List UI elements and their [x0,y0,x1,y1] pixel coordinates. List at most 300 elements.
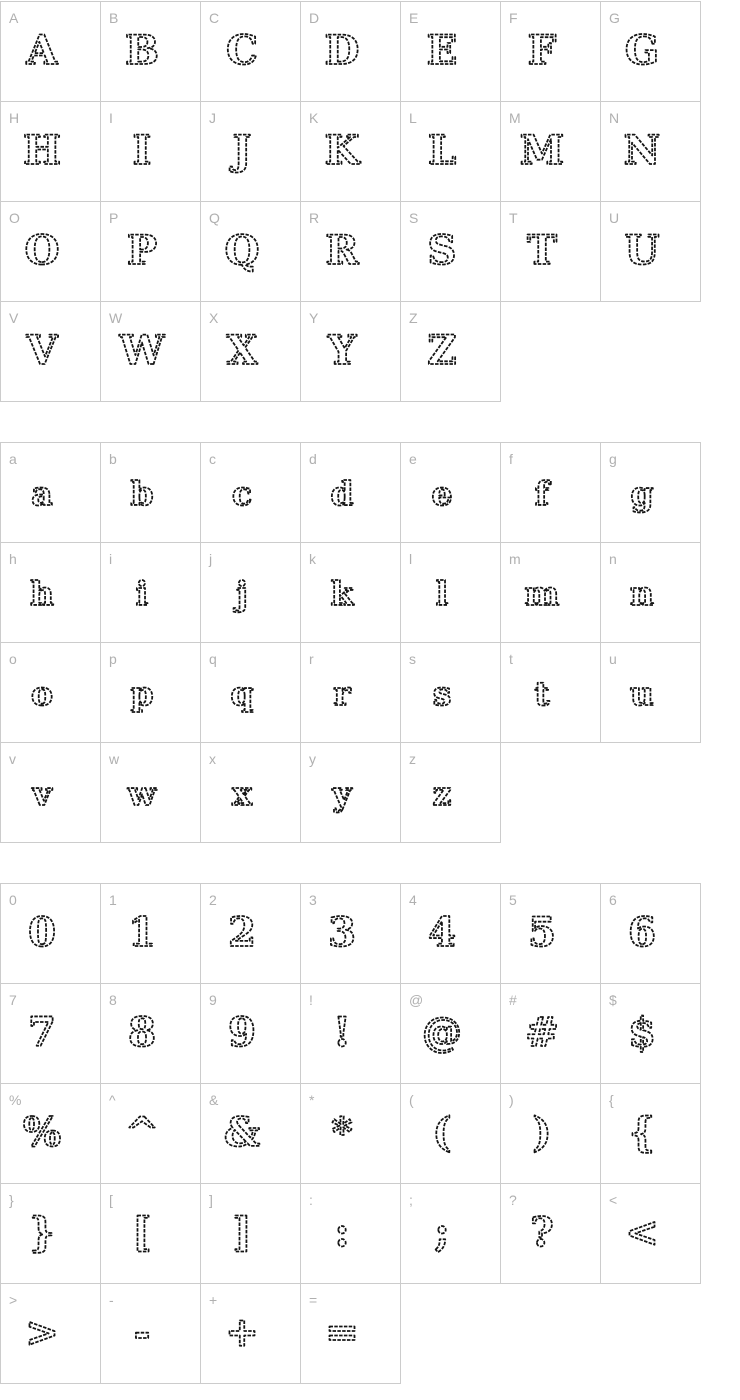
glyph-preview [1,443,101,543]
glyph-cell-label: 5 [509,892,517,908]
glyph-cell-label: * [309,1092,315,1108]
svg-text:Q: Q [224,227,260,274]
glyph-preview [1,2,101,102]
glyph-cell [501,102,601,202]
glyph-cell [301,302,401,402]
glyph-preview [401,2,501,102]
glyph-cell [501,543,601,643]
glyph-preview [501,102,601,202]
glyph-cell [1,2,101,102]
svg-text:o: o [30,674,54,713]
glyph-cell-label: 4 [409,892,417,908]
svg-text:e: e [431,474,453,513]
svg-text:!: ! [333,1009,351,1056]
glyph-preview [501,2,601,102]
glyph-cell [201,1184,301,1284]
svg-text:i: i [135,574,149,613]
glyph-cell [101,1084,201,1184]
glyph-cell [401,302,501,402]
svg-text:{: { [629,1109,655,1156]
glyph-cell [501,2,601,102]
glyph-cell [201,443,301,543]
glyph-cell-label: X [209,310,219,326]
glyph-preview [201,102,301,202]
svg-text:4: 4 [428,909,456,956]
glyph-cell [101,884,201,984]
svg-text:]: ] [232,1209,252,1256]
glyph-preview [1,643,101,743]
glyph-cell-label: 8 [109,992,117,1008]
glyph-preview [601,543,701,643]
glyph-cell-label: b [109,451,117,467]
glyph-cell [601,884,701,984]
glyph-cell [401,984,501,1084]
glyph-cell [601,543,701,643]
glyph-cell [1,102,101,202]
glyph-preview [601,202,701,302]
glyph-preview [401,1184,501,1284]
glyph-preview [501,643,601,743]
glyph-cell [201,643,301,743]
glyph-preview [301,743,401,843]
glyph-cell-label: ! [309,992,313,1008]
glyph-cell-label: P [109,210,119,226]
svg-text:S: S [427,227,457,274]
glyph-preview [101,443,201,543]
glyph-preview [401,443,501,543]
glyph-preview [1,302,101,402]
glyph-preview [501,443,601,543]
glyph-preview [201,443,301,543]
glyph-cell-label: : [309,1192,313,1208]
glyph-cell [401,1084,501,1184]
glyph-cell-label: y [309,751,316,767]
glyph-cell [401,643,501,743]
glyph-cell-label: j [209,551,213,567]
svg-text:7: 7 [28,1009,56,1056]
glyph-cell-label: r [309,651,314,667]
glyph-preview [201,1184,301,1284]
glyph-preview [201,2,301,102]
glyph-cell-label: O [9,210,20,226]
glyph-cell [501,884,601,984]
svg-text:m: m [524,574,560,613]
svg-text:1: 1 [128,909,156,956]
svg-text:Z: Z [427,327,457,374]
glyph-cell-label: o [9,651,17,667]
glyph-cell-label: d [309,451,317,467]
svg-text:5: 5 [528,909,556,956]
glyph-cell-label: ? [509,1192,517,1208]
glyph-cell [401,543,501,643]
glyph-cell [1,884,101,984]
glyph-cell-label: Q [209,210,220,226]
glyph-preview [401,884,501,984]
glyph-cell-label: K [309,110,319,126]
glyph-preview [601,643,701,743]
svg-text:0: 0 [28,909,56,956]
glyph-cell [101,984,201,1084]
glyph-cell [1,1284,101,1384]
glyph-preview [1,543,101,643]
glyph-cell-label: U [609,210,620,226]
glyph-cell [601,2,701,102]
svg-text:E: E [426,27,458,74]
svg-text:9: 9 [228,1009,256,1056]
svg-text:W: W [119,327,165,374]
glyph-preview [1,884,101,984]
glyph-preview [101,1284,201,1384]
glyph-cell-label: { [609,1092,614,1108]
glyph-cell [201,884,301,984]
glyph-cell [501,643,601,743]
svg-text:): ) [532,1109,552,1156]
glyph-cell [201,743,301,843]
svg-text:+: + [225,1309,259,1356]
glyph-cell-label: + [209,1292,218,1308]
glyph-preview [201,1084,301,1184]
glyph-cell [501,1184,601,1284]
svg-text:R: R [325,227,359,274]
glyph-preview [301,302,401,402]
glyph-preview [301,643,401,743]
glyph-cell-label: F [509,10,518,26]
glyph-cell-label: n [609,551,617,567]
glyph-preview [1,984,101,1084]
glyph-cell-label: c [209,451,216,467]
glyph-preview [201,643,301,743]
glyph-cell [601,984,701,1084]
glyph-cell-label: ; [409,1192,413,1208]
glyph-cell [1,743,101,843]
svg-text:g: g [630,474,654,513]
glyph-cell [1,1084,101,1184]
glyph-cell-label: l [409,551,413,567]
glyph-preview [201,543,301,643]
glyph-cell [401,202,501,302]
svg-text:G: G [624,27,660,74]
glyph-preview [101,102,201,202]
glyph-preview [301,2,401,102]
glyph-cell [201,984,301,1084]
glyph-cell-label: 3 [309,892,317,908]
svg-text:[: [ [132,1209,152,1256]
glyph-cell-label: # [509,992,517,1008]
digits-symbols-glyph-grid [0,883,701,1384]
glyph-preview [301,1284,401,1384]
glyph-cell [601,202,701,302]
svg-text:j: j [236,574,248,613]
glyph-cell [301,743,401,843]
glyph-preview [101,643,201,743]
svg-text:Y: Y [327,327,357,374]
glyph-cell-label: - [109,1292,114,1308]
glyph-cell-label: > [9,1292,18,1308]
glyph-cell-label: v [9,751,16,767]
glyph-preview [201,884,301,984]
glyph-cell-label: u [609,651,617,667]
svg-text:}: } [29,1209,55,1256]
glyph-cell [401,884,501,984]
glyph-cell-label: [ [109,1192,113,1208]
glyph-preview [1,1284,101,1384]
glyph-preview [101,202,201,302]
glyph-cell-label: S [409,210,419,226]
glyph-cell [201,2,301,102]
svg-text:^: ^ [125,1109,159,1156]
svg-text:v: v [32,774,52,813]
glyph-cell-label: W [109,310,123,326]
glyph-cell-label: @ [409,992,424,1008]
glyph-cell [401,102,501,202]
glyph-cell-label: q [209,651,217,667]
glyph-preview [301,102,401,202]
glyph-preview [401,543,501,643]
svg-text:%: % [22,1109,62,1156]
svg-text:L: L [427,127,457,174]
glyph-cell [201,102,301,202]
glyph-preview [501,1184,601,1284]
svg-text:<: < [625,1209,659,1256]
glyph-preview [601,1084,701,1184]
glyph-cell [601,443,701,543]
glyph-cell-label: V [9,310,19,326]
glyph-preview [601,2,701,102]
glyph-preview [101,543,201,643]
glyph-cell-label: h [9,551,17,567]
glyph-cell [401,443,501,543]
svg-text:U: U [624,227,660,274]
glyph-preview [401,1084,501,1184]
glyph-cell-label: s [409,651,416,667]
glyph-preview [1,1184,101,1284]
glyph-cell [201,1284,301,1384]
glyph-cell [601,643,701,743]
glyph-cell-label: ] [209,1192,213,1208]
glyph-cell-label: 2 [209,892,217,908]
glyph-preview [401,302,501,402]
glyph-cell [101,643,201,743]
glyph-cell-label: C [209,10,220,26]
svg-text:q: q [230,674,254,713]
glyph-cell [1,984,101,1084]
glyph-cell [501,202,601,302]
glyph-preview [101,302,201,402]
glyph-cell [301,1284,401,1384]
glyph-cell-label: ( [409,1092,414,1108]
glyph-cell [201,1084,301,1184]
glyph-cell [301,2,401,102]
glyph-preview [301,443,401,543]
glyph-cell [201,543,301,643]
svg-text:w: w [127,774,157,813]
svg-text:n: n [630,574,654,613]
svg-text:D: D [324,27,360,74]
glyph-preview [201,1284,301,1384]
glyph-cell-label: t [509,651,513,667]
glyph-cell-label: } [9,1192,14,1208]
glyph-preview [1,1084,101,1184]
glyph-preview [501,1084,601,1184]
glyph-cell-label: I [109,110,113,126]
glyph-cell [1,443,101,543]
glyph-cell-label: M [509,110,521,126]
svg-text:d: d [330,474,354,513]
svg-text:P: P [126,227,158,274]
svg-text::: : [334,1209,350,1256]
glyph-cell [101,443,201,543]
glyph-preview [301,884,401,984]
glyph-cell [501,443,601,543]
glyph-cell [301,443,401,543]
svg-text:y: y [332,774,352,813]
glyph-cell-label: % [9,1092,22,1108]
svg-text:&: & [223,1109,261,1156]
glyph-cell [201,302,301,402]
glyph-cell [101,102,201,202]
glyph-cell-label: J [209,110,216,126]
svg-text:V: V [26,327,58,374]
glyph-preview [601,102,701,202]
glyph-preview [301,543,401,643]
glyph-cell-label: z [409,751,416,767]
svg-text:;: ; [434,1209,450,1256]
glyph-cell-label: 1 [109,892,117,908]
glyph-cell [101,543,201,643]
glyph-cell [401,1184,501,1284]
svg-text:I: I [132,127,152,174]
glyph-cell-label: p [109,651,117,667]
glyph-preview [501,984,601,1084]
svg-text:2: 2 [228,909,256,956]
glyph-cell [501,984,601,1084]
uppercase-glyph-grid [0,1,701,402]
svg-text:r: r [333,674,351,713]
glyph-preview [101,1084,201,1184]
glyph-cell-label: E [409,10,419,26]
glyph-preview [401,643,501,743]
svg-text:@: @ [422,1009,462,1056]
glyph-preview [201,302,301,402]
svg-text:B: B [125,27,159,74]
glyph-preview [501,202,601,302]
glyph-cell [101,1284,201,1384]
glyph-cell [1,202,101,302]
glyph-cell [301,984,401,1084]
glyph-preview [401,102,501,202]
glyph-cell-label: x [209,751,216,767]
glyph-preview [101,984,201,1084]
glyph-cell-label: 9 [209,992,217,1008]
glyph-cell [1,1184,101,1284]
glyph-cell-label: f [509,451,513,467]
glyph-cell-label: ^ [109,1092,116,1108]
glyph-preview [1,202,101,302]
glyph-preview [301,202,401,302]
svg-text:=: = [325,1309,359,1356]
glyph-cell-label: 7 [9,992,17,1008]
glyph-preview [601,984,701,1084]
glyph-cell-label: D [309,10,320,26]
glyph-cell [601,1084,701,1184]
glyph-cell [101,202,201,302]
glyph-cell-label: & [209,1092,219,1108]
svg-text:u: u [630,674,654,713]
glyph-cell-label: N [609,110,620,126]
svg-text:t: t [534,674,550,713]
svg-text:T: T [527,227,557,274]
svg-text:6: 6 [628,909,656,956]
glyph-cell [601,1184,701,1284]
glyph-preview [401,984,501,1084]
glyph-cell-label: B [109,10,119,26]
glyph-cell-label: w [109,751,120,767]
glyph-cell-label: a [9,451,17,467]
svg-text:*: * [331,1109,353,1156]
svg-text:?: ? [530,1209,554,1256]
glyph-cell [301,102,401,202]
svg-text:M: M [519,127,565,174]
glyph-cell [101,2,201,102]
glyph-cell [101,302,201,402]
glyph-cell [301,1184,401,1284]
glyph-cell [401,2,501,102]
glyph-cell [601,102,701,202]
svg-text:N: N [623,127,661,174]
glyph-preview [401,743,501,843]
svg-text:p: p [130,674,154,713]
glyph-cell-label: m [509,551,521,567]
glyph-preview [101,884,201,984]
glyph-cell [101,1184,201,1284]
glyph-cell [201,202,301,302]
glyph-preview [601,443,701,543]
glyph-cell-label: L [409,110,417,126]
glyph-preview [1,102,101,202]
glyph-cell-label: 6 [609,892,617,908]
svg-text:K: K [324,127,360,174]
svg-text:C: C [226,27,258,74]
glyph-preview [1,743,101,843]
svg-text:x: x [232,774,252,813]
glyph-preview [601,884,701,984]
glyph-cell-label: ) [509,1092,514,1108]
glyph-cell [1,643,101,743]
svg-text:l: l [435,574,449,613]
glyph-cell-label: < [609,1192,618,1208]
glyph-cell-label: R [309,210,320,226]
svg-text:F: F [527,27,557,74]
glyph-preview [301,1184,401,1284]
svg-text:c: c [231,474,253,513]
glyph-cell [301,643,401,743]
glyph-cell [301,1084,401,1184]
svg-text:b: b [130,474,154,513]
svg-text:X: X [226,327,258,374]
glyph-preview [601,1184,701,1284]
glyph-cell-label: T [509,210,518,226]
glyph-cell-label: Y [309,310,319,326]
glyph-cell [1,302,101,402]
glyph-preview [301,1084,401,1184]
svg-text:a: a [31,474,53,513]
svg-text:A: A [26,27,58,74]
glyph-cell-label: Z [409,310,418,326]
glyph-cell-label: k [309,551,316,567]
glyph-preview [201,202,301,302]
svg-text:$: $ [628,1009,656,1056]
svg-text:s: s [432,674,452,713]
